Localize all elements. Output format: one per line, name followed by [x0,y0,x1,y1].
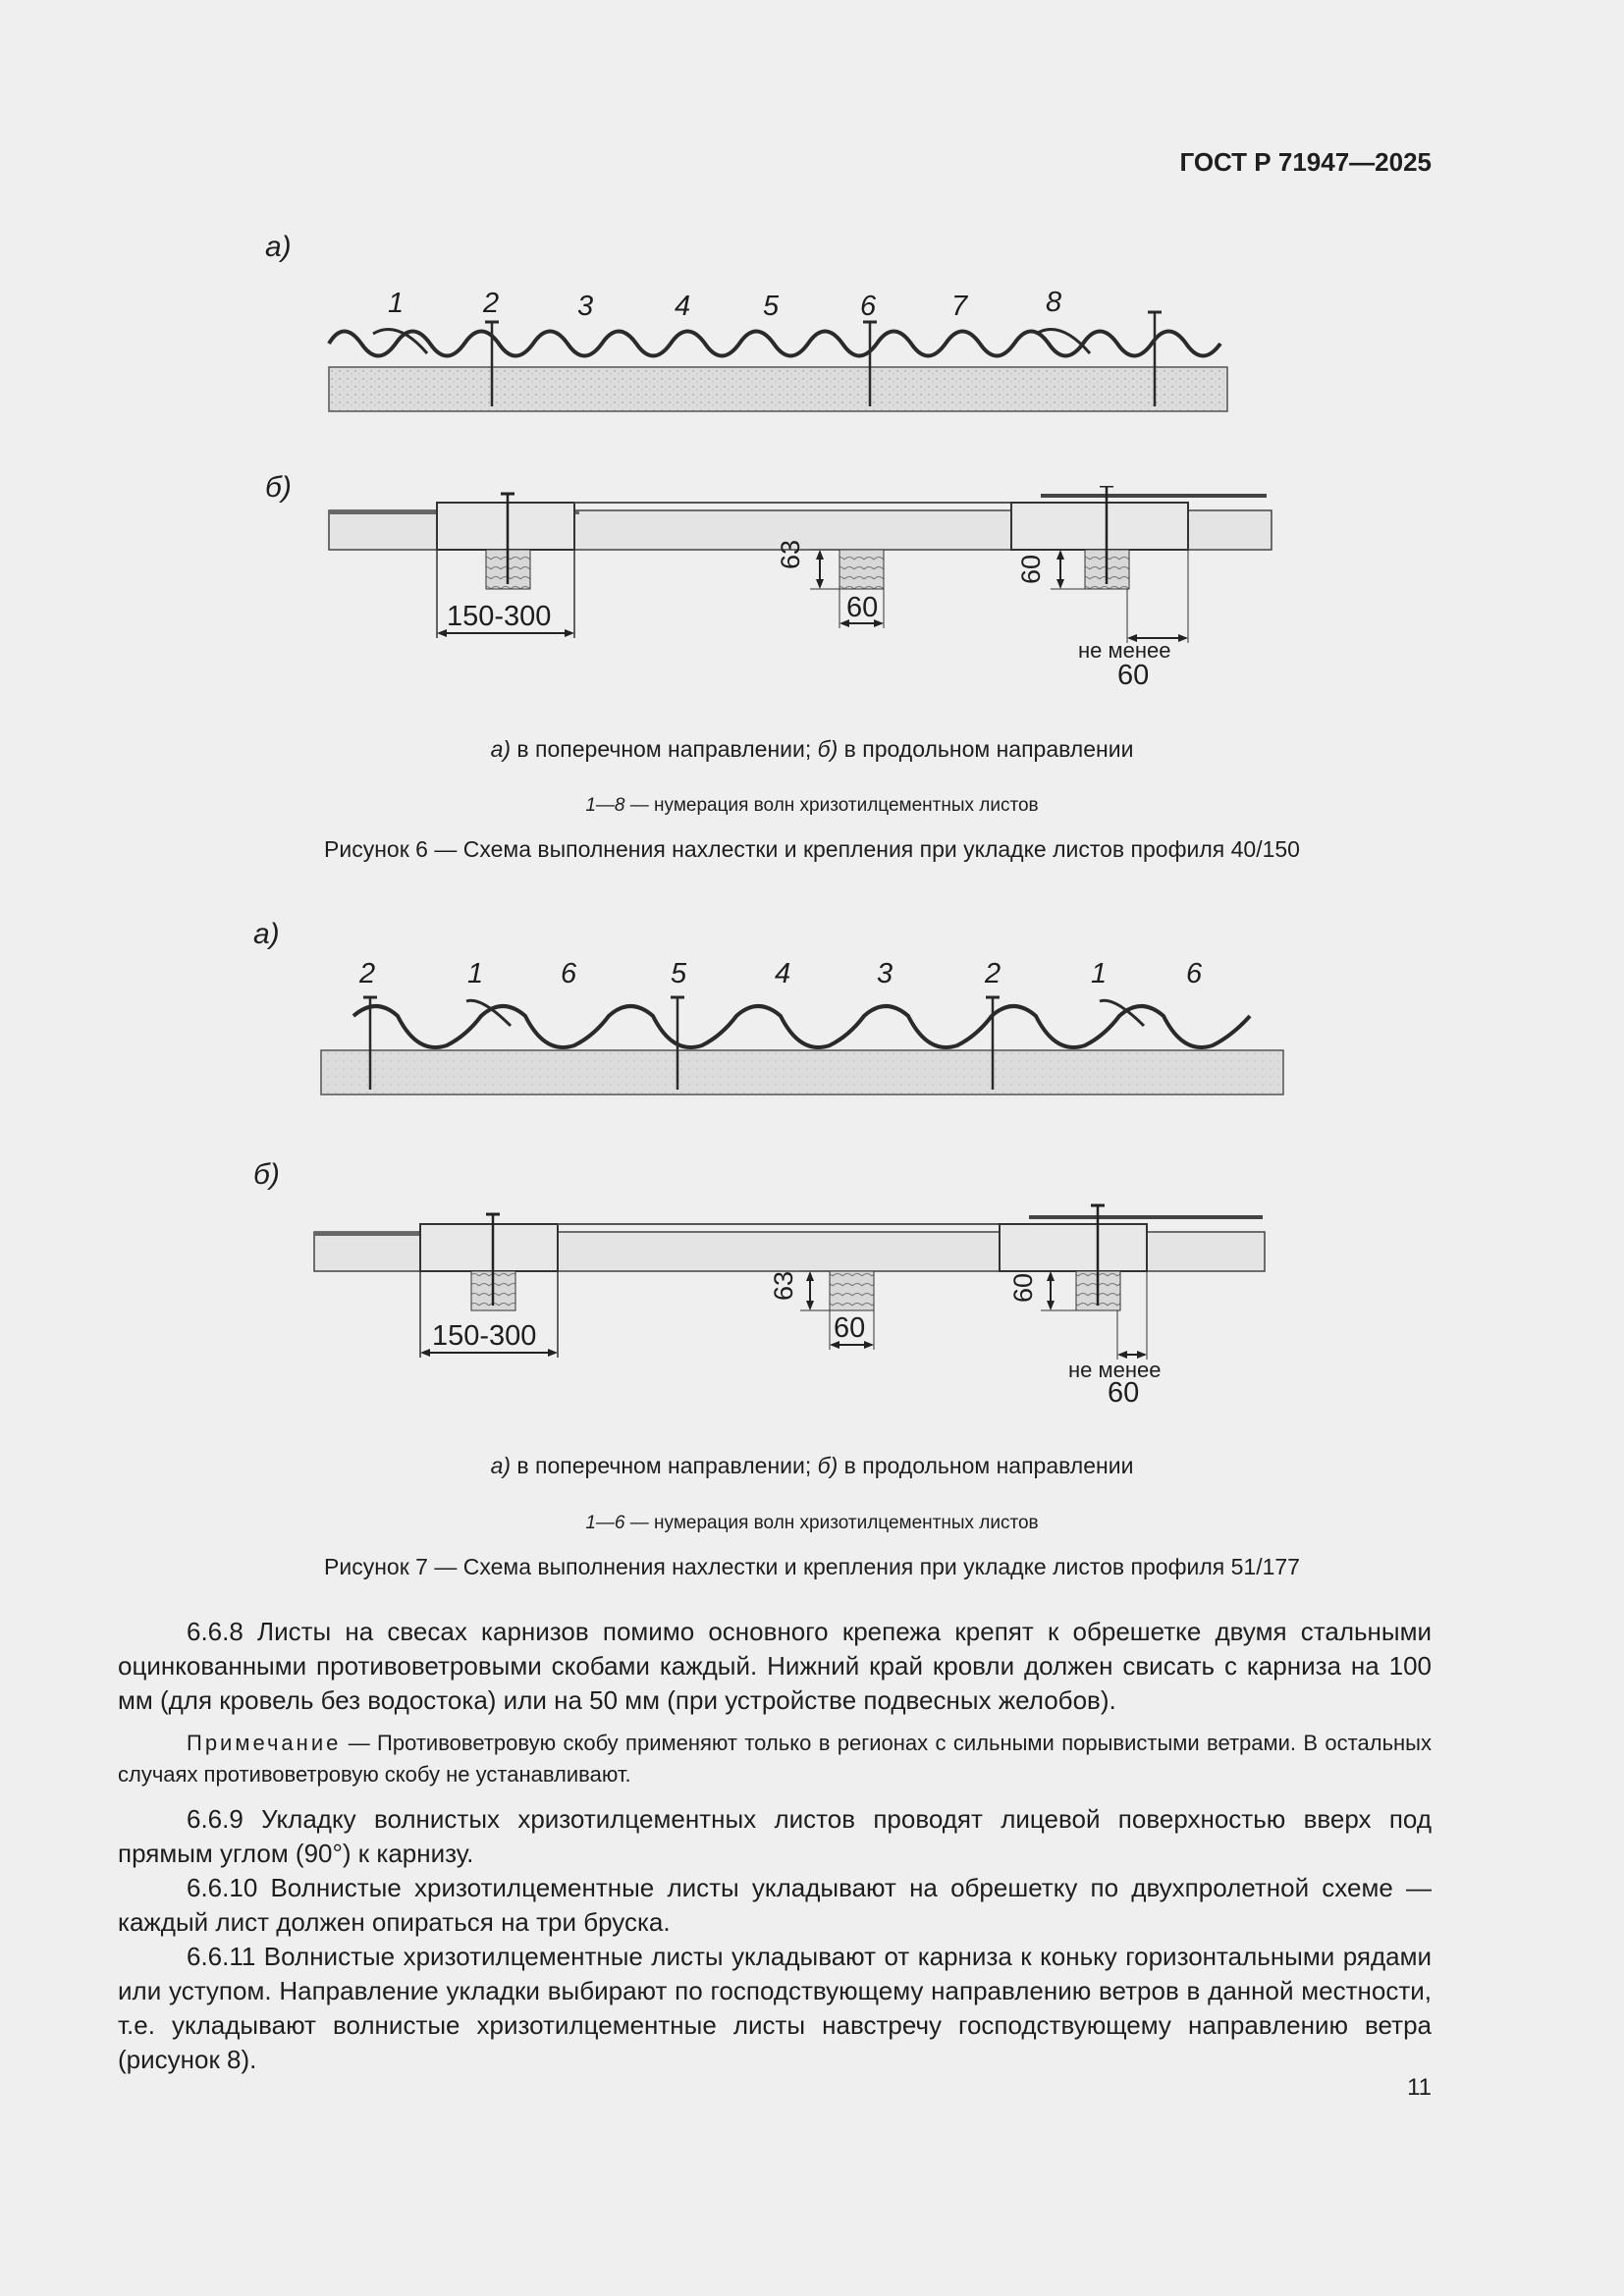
paragraph-6-6-9: 6.6.9 Укладку волнистых хризотилцементных листов проводят лицевой поверхностью вверх под прямым углом (90°) к карнизу. [118,1804,1432,1868]
fig7-caption-b-label: б) [817,1453,839,1478]
fig7-wave-number: 1 [1091,958,1108,989]
fig6-caption-b-text: в продольном направлении [838,736,1134,762]
fig6-sheet-lower-left [437,503,574,550]
fig7-batten [321,1050,1283,1095]
fig7-batten-2 [830,1271,874,1310]
fig7-caption-b-text: в продольном направлении [838,1453,1134,1478]
fig7-legend-range: 1—6 [585,1513,625,1533]
document-code: ГОСТ Р 71947—2025 [1179,147,1432,177]
fig6-wave-number: 8 [1046,287,1062,318]
note-text: — Противоветровую скобу применяют только в регионах с сильными порывистыми ветрами. В остальных случаях противоветровую скобу не устанавливают. [118,1731,1432,1787]
fig7-sublabel-a: а) [253,918,280,950]
fig7-sheet-lower-left [420,1224,558,1271]
note-label: Примечание [187,1731,342,1755]
fig6-caption-b-label: б) [817,736,839,762]
fig7-wave-number: 6 [1186,958,1203,989]
fig7-dim-not-less: не менее [1068,1358,1162,1382]
fig7-wave-number: 5 [671,958,687,989]
fig7-sheet-right [1000,1224,1147,1271]
fig7-caption-a-text: в поперечном направлении; [511,1453,818,1478]
fig6-wave-number: 5 [763,291,780,322]
note-paragraph [118,1728,1432,1790]
fig7-legend [118,1513,1506,1534]
fig7-sublabel-b: б) [253,1158,280,1191]
fig7-dim-not-less-value: 60 [1108,1377,1140,1409]
fig6-wave-sheet [329,332,1220,356]
fig7-wave-number: 6 [561,958,577,989]
fig6-dim-60-height: 60 [1016,554,1046,584]
fig7-dim-overlap: 150-300 [432,1320,537,1352]
fig7-dim-60-height: 60 [1008,1272,1038,1303]
fig7-wave-number: 1 [467,958,484,989]
fig7-title: Рисунок 7 — Схема выполнения нахлестки и крепления при укладке листов профиля 51/177 [324,1554,1300,1579]
fig6-dim-63: 63 [776,539,805,569]
paragraph-6-6-8 [118,1615,1432,1718]
fig6-dim-not-less-value: 60 [1117,660,1150,691]
fig6-legend-text: — нумерация волн хризотилцементных листов [624,795,1039,816]
fig6-dim-not-less: не менее [1078,638,1171,663]
note [118,1728,1432,1790]
page-number: 11 [1407,2074,1432,2101]
fig7-dim-63: 63 [769,1270,798,1301]
fig7-cross-section-diagram [309,972,1291,1104]
fig7-dim-60-width: 60 [834,1312,866,1344]
paragraph-6-6-11: 6.6.11 Волнистые хризотилцементные листы укладывают от карниза к коньку горизонтальными рядами или уступом. Направление укладки выбирают по господствующему направлению ветров в данной местности, т.е. укладывают волнистые хризотилцементные листы навстречу господствующему направлению ветра (рисунок 8). [118,1942,1432,2074]
fig6-wave-number: 3 [577,291,594,322]
fig6-subcaption [118,736,1506,763]
fig6-wave-number: 7 [951,291,968,322]
fig6-legend [118,795,1506,817]
fig6-wave-number: 6 [860,291,877,322]
fig6-sublabel-a: а) [265,231,292,263]
fig6-sublabel-b: б) [265,471,292,504]
fig7-wave-number: 4 [775,958,791,989]
fig6-title: Рисунок 6 — Схема выполнения нахлестки и крепления при укладке листов профиля 40/150 [324,836,1300,862]
paragraphs-6-6-9-to-6-6-11 [118,1802,1432,2077]
fig6-legend-range: 1—8 [585,795,625,816]
fig6-wave-number: 2 [483,288,500,319]
fig6-dim-60-width: 60 [846,592,879,623]
paragraph-6-6-8-text: 6.6.8 Листы на свесах карнизов помимо основного крепежа крепят к обрешетке двумя стальными оцинкованными противоветровыми скобами каждый. Нижний край кровли должен свисать с карниза на 100 мм (для кровель без водостока) или на 50 мм (при устройстве подвесных желобов). [118,1617,1432,1715]
fig6-wave-number: 1 [388,288,405,319]
fig6-batten-2 [839,550,884,589]
fig6-dim-overlap: 150-300 [447,601,552,632]
fig6-caption-a-label: а) [490,736,512,762]
fig7-subcaption [118,1453,1506,1479]
fig7-wave-number: 3 [877,958,893,989]
fig7-wave-sheet [353,1006,1250,1047]
fig6-sheet-right [1011,503,1188,550]
paragraph-6-6-10: 6.6.10 Волнистые хризотилцементные листы укладывают на обрешетку по двухпролетной схеме — каждый лист должен опираться на три бруска. [118,1873,1432,1937]
fig6-batten [329,367,1227,411]
fig7-legend-text: — нумерация волн хризотилцементных листов [624,1513,1039,1533]
fig7-wave-number: 2 [359,958,376,989]
fig7-caption-a-label: а) [490,1453,512,1478]
fig6-caption-a-text: в поперечном направлении; [511,736,818,762]
fig6-overlap-right [1036,330,1090,354]
fig6-wave-number: 4 [675,291,691,322]
fig7-wave-number: 2 [985,958,1001,989]
